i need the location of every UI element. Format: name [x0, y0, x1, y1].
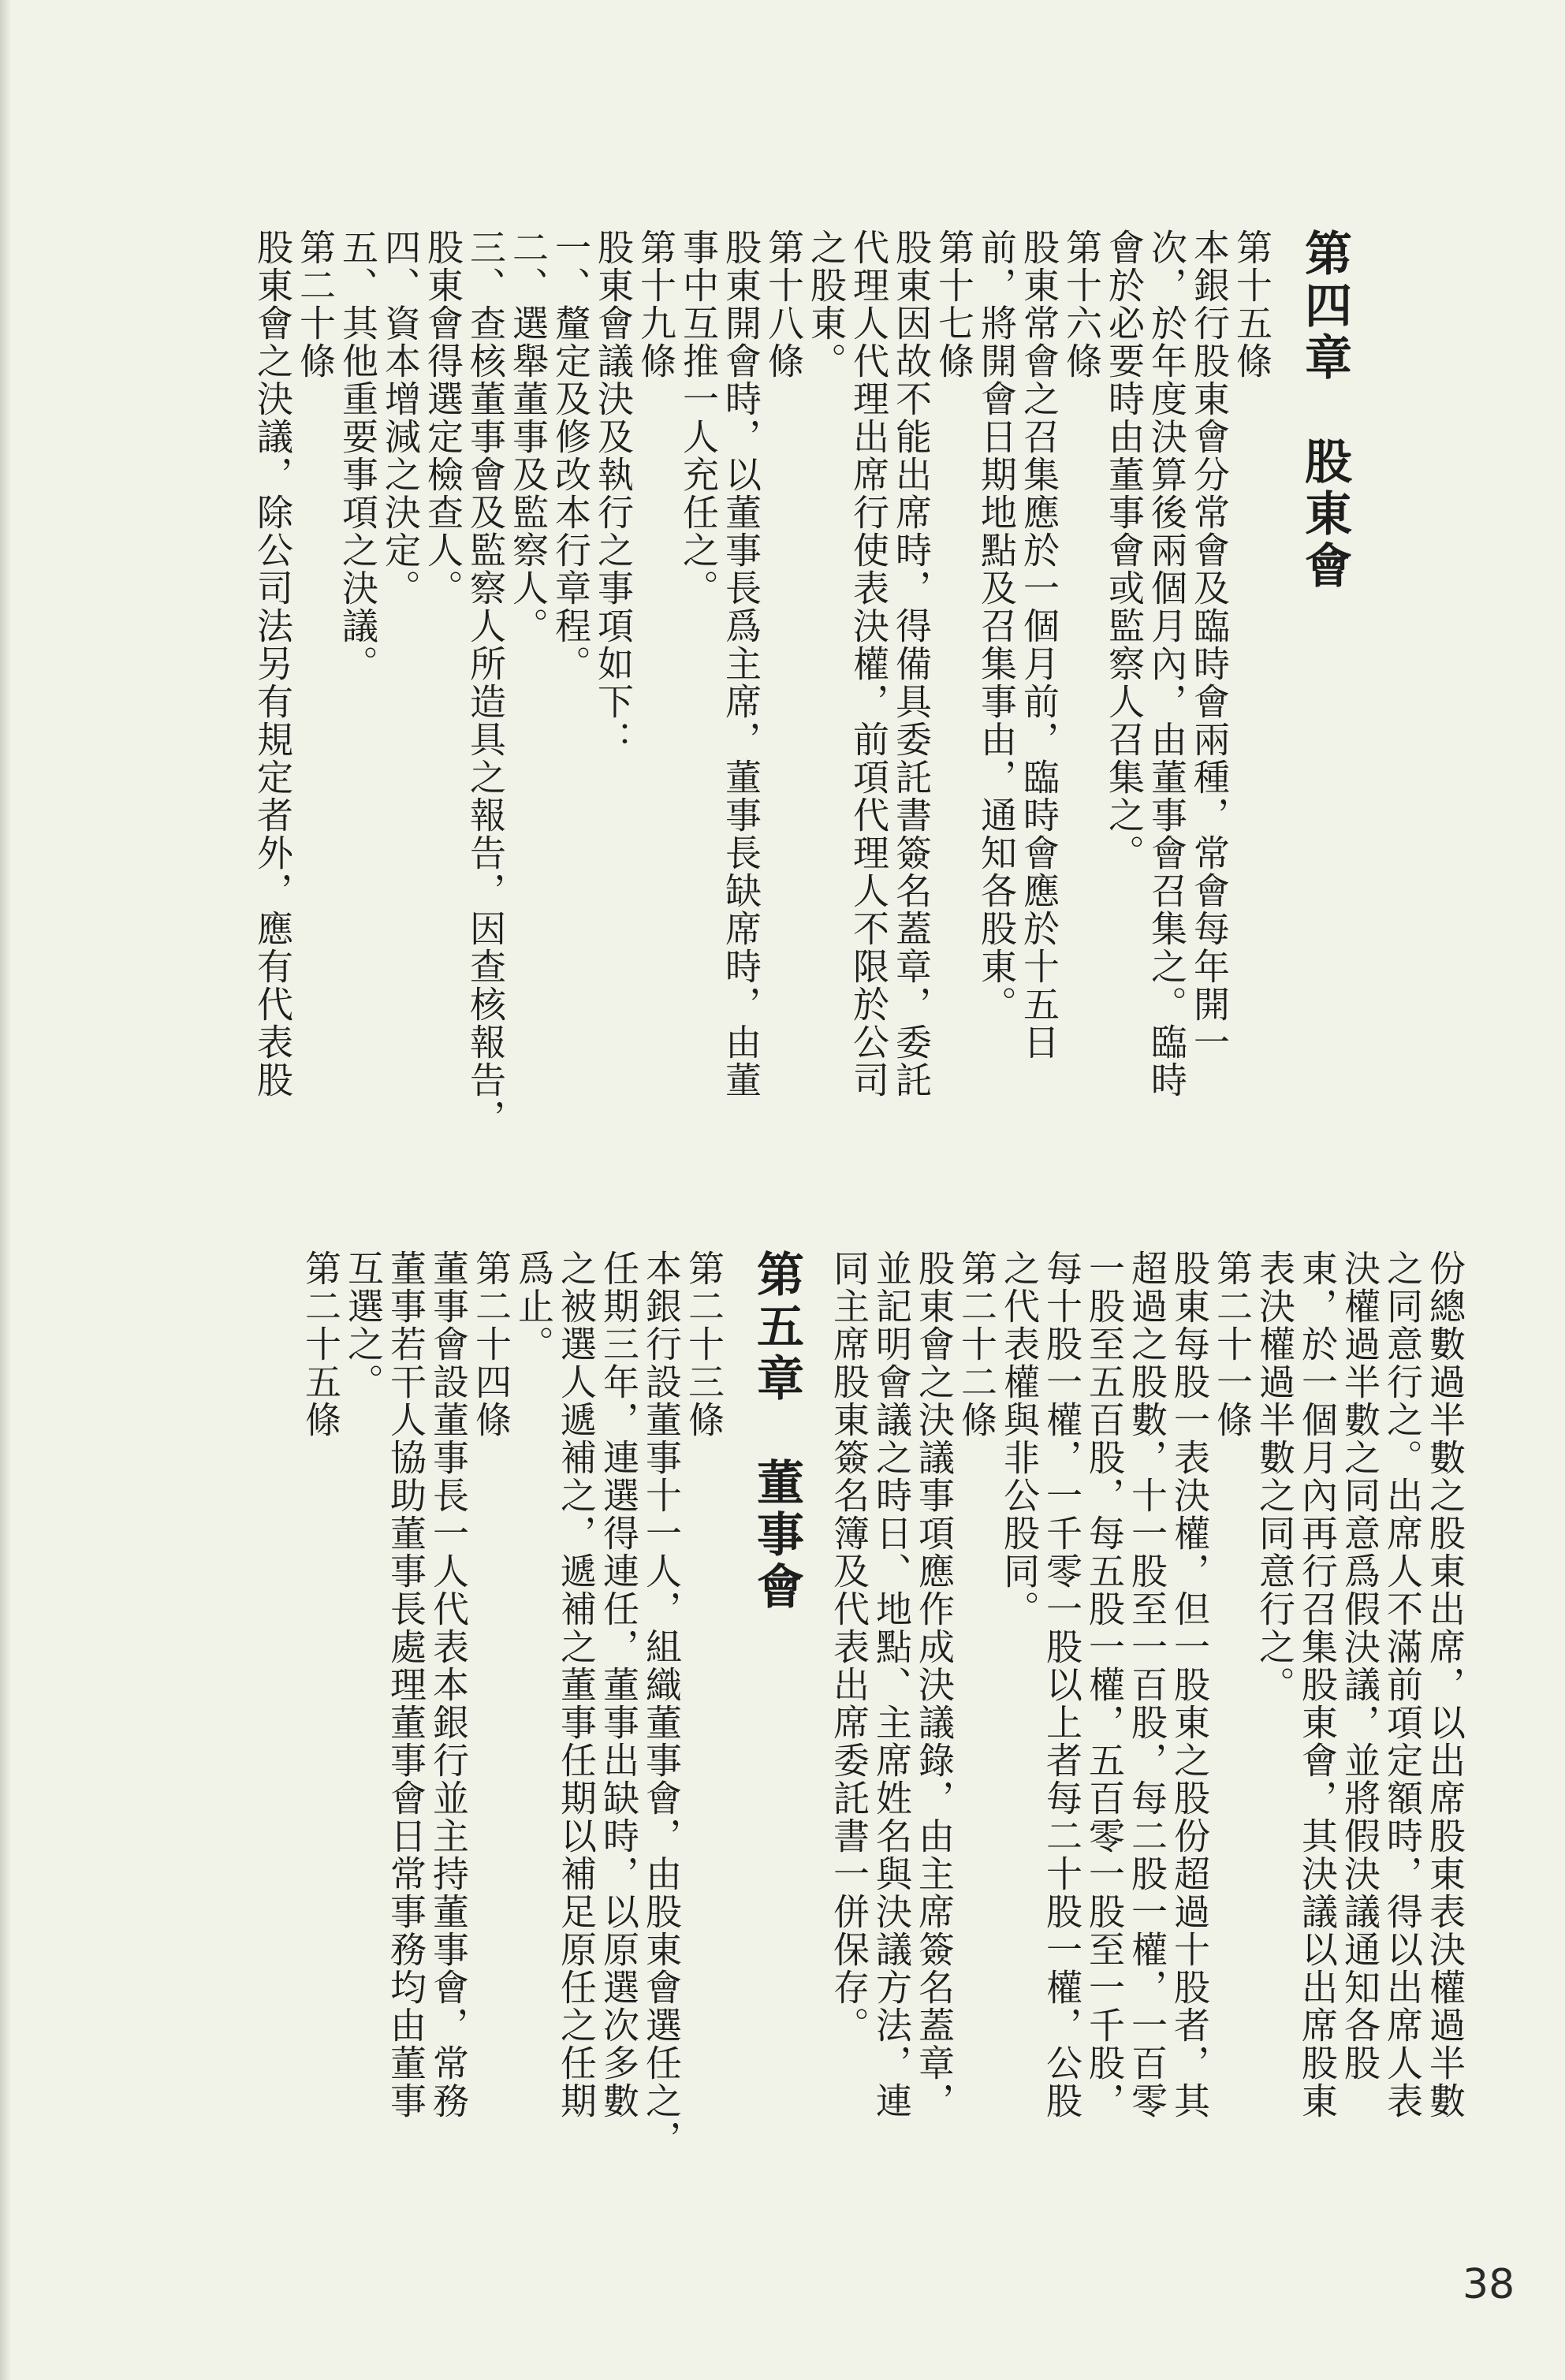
chapter-heading: 第四章 股東會 [1297, 229, 1352, 593]
text-column: 本銀行設董事十一人，組織董事會，由股東會選任之， [640, 1250, 683, 2158]
chapter-heading: 第五章 董事會 [749, 1250, 804, 1614]
text-column: 董事若干人協助董事長處理董事會日常事務均由董事 [385, 1250, 427, 2120]
text-column: 之被選人遞補之，遞補之董事任期以補足原任之任期 [555, 1250, 598, 2120]
text-column: 第二十五條 [300, 1250, 342, 1439]
text-column: 第二十條 [294, 229, 337, 380]
text-column: 董事會設董事長一人代表本銀行並主持董事會，常務 [427, 1250, 470, 2120]
text-column: 之代表權與非公股同。 [998, 1250, 1041, 1628]
page-number: 38 [1463, 2261, 1515, 2308]
text-column: 第二十二條 [956, 1250, 998, 1439]
text-column: 任期三年，連選得連任，董事出缺時，以原選次多數 [598, 1250, 640, 2120]
text-column: 第十八條 [762, 229, 805, 380]
text-column: 會於必要時由董事會或監察人召集之。 [1103, 229, 1146, 872]
text-column: 股東會議決及執行之事項如下： [592, 229, 635, 758]
text-column: 第二十三條 [683, 1250, 725, 1439]
text-column: 並記明會議之時日、地點、主席姓名與決議方法，連 [870, 1250, 913, 2120]
text-column: 本銀行股東會分常會及臨時會兩種，常會每年開一 [1188, 229, 1231, 1061]
text-column: 四、資本增減之決定。 [379, 229, 422, 607]
text-column: 第十九條 [635, 229, 677, 380]
text-column: 股東會之決議事項應作成決議錄，由主席簽名蓋章， [913, 1250, 956, 2120]
text-column: 決權過半數之同意爲假決議，並將假決議通知各股 [1339, 1250, 1381, 2082]
text-column: 股東會得選定檢查人。 [422, 229, 464, 607]
text-column: 爲止。 [512, 1250, 555, 1363]
text-column: 第十六條 [1060, 229, 1103, 380]
text-column: 第十七條 [933, 229, 975, 380]
text-column: 前，將開會日期地點及召集事由，通知各股東。 [975, 229, 1018, 1023]
text-column: 三、查核董事會及監察人所造具之報告，因查核報告， [464, 229, 507, 1137]
text-column: 股東因故不能出席時，得備具委託書簽名蓋章，委託 [890, 229, 933, 1099]
text-column: 同主席股東簽名簿及代表出席委託書一併保存。 [828, 1250, 870, 2044]
text-column: 之股東。 [805, 229, 848, 380]
text-column: 每十股一權，一千零一股以上者每二十股一權，公股 [1041, 1250, 1083, 2120]
text-column: 五、其他重要事項之決議。 [337, 229, 379, 683]
text-column: 之同意行之。出席人不滿前項定額時，得以出席人表 [1381, 1250, 1424, 2120]
text-column: 二、選舉董事及監察人。 [507, 229, 550, 645]
text-column: 事中互推一人充任之。 [677, 229, 720, 607]
text-column: 互選之。 [342, 1250, 385, 1401]
text-column: 表決權過半數之同意行之。 [1254, 1250, 1296, 1704]
text-column: 份總數過半數之股東出席，以出席股東表決權過半數 [1424, 1250, 1466, 2120]
text-column: 一、釐定及修改本行章程。 [550, 229, 592, 683]
text-column: 第十五條 [1231, 229, 1273, 380]
text-column: 股東每股一表決權，但一股東之股份超過十股者，其 [1168, 1250, 1211, 2120]
text-column: 第二十四條 [470, 1250, 512, 1439]
upper-text-block [0, 229, 1376, 1159]
text-column: 股東會之決議，除公司法另有規定者外，應有代表股 [252, 229, 294, 1099]
text-column: 超過之股數，十一股至一百股，每二股一權，一百零 [1126, 1250, 1168, 2120]
text-column: 東，於一個月內再行召集股東會，其決議以出席股東 [1296, 1250, 1339, 2120]
lower-text-block [0, 1250, 1466, 2196]
text-column: 第二十一條 [1211, 1250, 1254, 1439]
text-column: 一股至五百股，每五股一權，五百零一股至一千股， [1083, 1250, 1126, 2120]
text-column: 股東開會時，以董事長爲主席，董事長缺席時，由董 [720, 229, 762, 1099]
text-column: 代理人代理出席行使表決權，前項代理人不限於公司 [848, 229, 890, 1099]
text-column: 次，於年度決算後兩個月內，由董事會召集之。臨時 [1146, 229, 1188, 1099]
text-column: 股東常會之召集應於一個月前，臨時會應於十五日 [1018, 229, 1060, 1061]
